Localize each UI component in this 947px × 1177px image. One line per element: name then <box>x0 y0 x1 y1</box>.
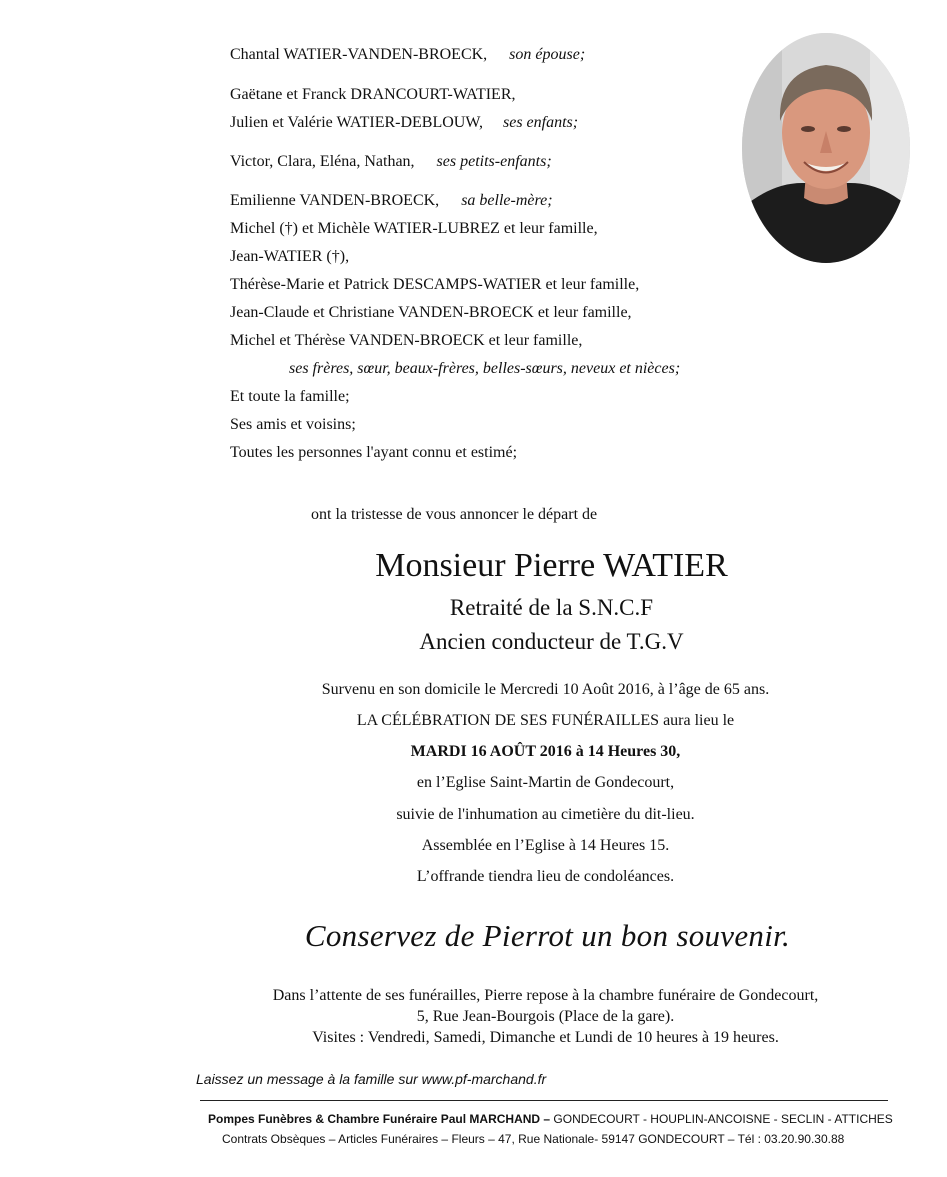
repose-line-1: Dans l’attente de ses funérailles, Pierre repose à la chambre funéraire de Gondecourt, <box>272 987 819 1004</box>
family-line <box>289 360 680 378</box>
deceased-occupation-1: Retraité de la S.N.C.F <box>449 595 654 620</box>
family-line <box>230 304 632 322</box>
family-line <box>230 86 516 104</box>
portrait-photo-icon <box>742 33 910 263</box>
family-line <box>230 46 585 64</box>
footer-company <box>208 1112 893 1126</box>
deceased-name: Monsieur Pierre WATIER <box>375 547 728 584</box>
family-role: ses frères, sœur, beaux-frères, belles-sœurs, neveux et nièces; <box>289 360 681 377</box>
survenu-text: Survenu en son domicile le Mercredi 10 Août 2016, à l’âge de 65 ans. <box>321 681 770 698</box>
family-line <box>230 192 553 210</box>
announcement: ont la tristesse de vous annoncer le départ de <box>311 506 598 523</box>
funeral-date: MARDI 16 AOÛT 2016 à 14 Heures 30, <box>410 743 681 760</box>
family-name: Victor, Clara, Eléna, Nathan, <box>230 153 415 170</box>
family-name: Et toute la famille; <box>230 388 350 405</box>
footer-company-name: Pompes Funèbres & Chambre Funéraire Paul MARCHAND – <box>208 1112 551 1126</box>
family-line <box>230 444 517 462</box>
family-name: Thérèse-Marie et Patrick DESCAMPS-WATIER et leur famille, <box>230 276 640 293</box>
family-name: Jean-Claude et Christiane VANDEN-BROECK et leur famille, <box>230 304 632 321</box>
family-name: Toutes les personnes l'ayant connu et estimé; <box>230 444 518 461</box>
family-name: Emilienne VANDEN-BROECK, <box>230 192 440 209</box>
burial-text: suivie de l'inhumation au cimetière du dit-lieu. <box>396 806 695 823</box>
family-line <box>230 332 582 350</box>
repose-line-2: 5, Rue Jean-Bourgois (Place de la gare). <box>416 1008 675 1025</box>
family-name: Michel et Thérèse VANDEN-BROECK et leur famille, <box>230 332 583 349</box>
family-line <box>230 153 552 171</box>
family-line <box>230 388 350 406</box>
family-name: Michel (†) et Michèle WATIER-LUBREZ et leur famille, <box>230 220 598 237</box>
family-name: Jean-WATIER (†), <box>230 248 350 265</box>
family-role: ses petits-enfants; <box>436 153 552 170</box>
family-line <box>230 248 349 266</box>
offering-text: L’offrande tiendra lieu de condoléances. <box>416 868 675 885</box>
portrait-photo <box>742 33 910 263</box>
footer-divider <box>200 1100 888 1101</box>
family-line <box>230 114 578 132</box>
deceased-occupation-2: Ancien conducteur de T.G.V <box>419 629 684 654</box>
family-line <box>230 276 639 294</box>
footer-contracts: Contrats Obsèques – Articles Funéraires – Fleurs – 47, Rue Nationale- 59147 GONDECOURT – Tél : 03.20.90.30.88 <box>222 1132 845 1146</box>
family-name: Gaëtane et Franck DRANCOURT-WATIER, <box>230 86 516 103</box>
family-role: ses enfants; <box>503 114 579 131</box>
message-link[interactable]: Laissez un message à la famille sur www.pf-marchand.fr <box>196 1071 547 1087</box>
family-name: Ses amis et voisins; <box>230 416 356 433</box>
family-name: Julien et Valérie WATIER-DEBLOUW, <box>230 114 483 131</box>
church-text: en l’Eglise Saint-Martin de Gondecourt, <box>416 774 675 791</box>
motto: Conservez de Pierrot un bon souvenir. <box>304 918 791 953</box>
family-role: son épouse; <box>509 46 586 63</box>
repose-line-3: Visites : Vendredi, Samedi, Dimanche et Lundi de 10 heures à 19 heures. <box>312 1029 779 1046</box>
footer-company-towns: GONDECOURT - HOUPLIN-ANCOISNE - SECLIN - ATTICHES <box>550 1112 893 1126</box>
family-line <box>230 416 356 434</box>
family-line <box>230 220 598 238</box>
family-name: Chantal WATIER-VANDEN-BROECK, <box>230 46 488 63</box>
celebration-text: LA CÉLÉBRATION DE SES FUNÉRAILLES aura lieu le <box>356 712 735 729</box>
assembly-text: Assemblée en l’Eglise à 14 Heures 15. <box>421 837 670 854</box>
family-role: sa belle-mère; <box>461 192 553 209</box>
